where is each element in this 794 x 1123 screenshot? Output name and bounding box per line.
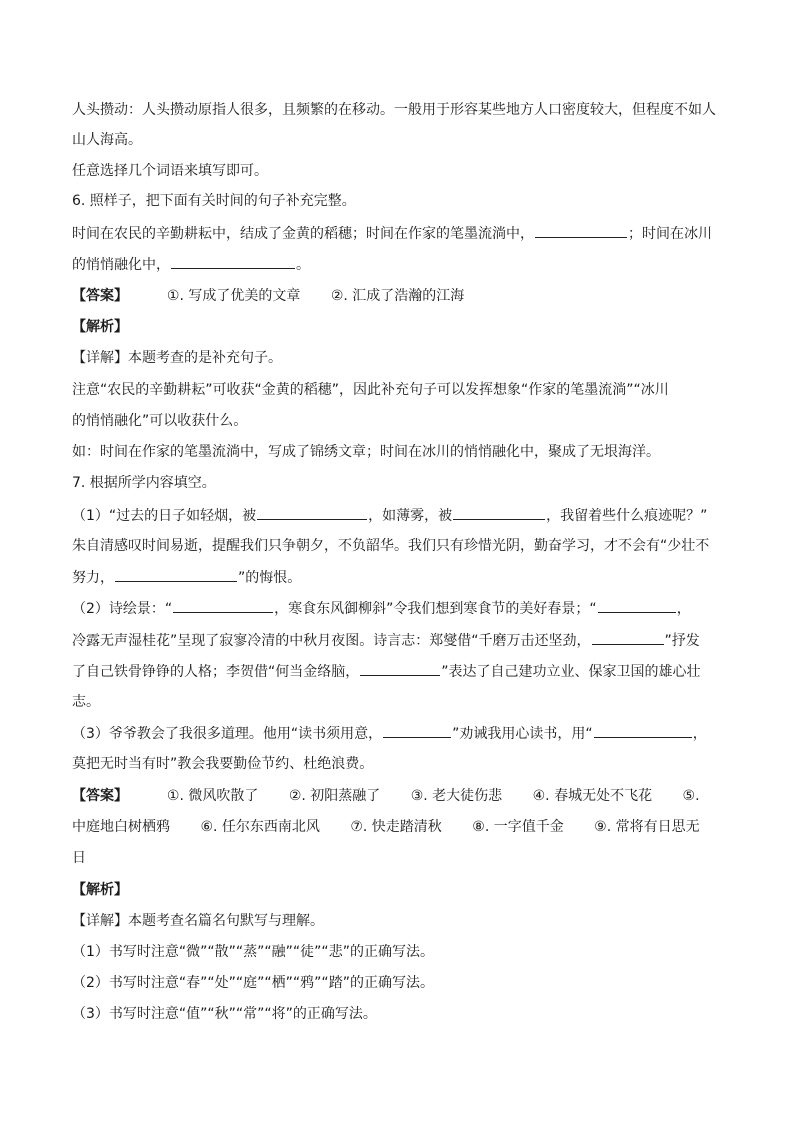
analysis-tag: 【解析】 [72,882,128,898]
text-span: 山人海高。 [72,132,142,148]
text-span: 时间在农民的辛勤耕耘中，结成了金黄的稻穗；时间在作家的笔墨流淌中， [72,226,534,242]
text-span: ”劝诫我用心读书，用“ [452,726,593,742]
text-span: 志。 [72,694,100,710]
text-span: ， [676,601,691,617]
text-span: 6. 照样子，把下面有关时间的句子补充完整。 [72,193,356,209]
paragraph-line [72,536,709,556]
text-span: 人头攒动：人头攒动原指人很多，且频繁的在移动。一般用于形容某些地方人口密度较大，但程度不如人 [72,102,716,118]
question-7-line [72,567,301,587]
question-7-line [72,661,701,681]
fill-blank[interactable] [592,630,664,645]
paragraph-line [72,1004,377,1024]
text-span: ”的悔恨。 [238,570,302,586]
fill-blank[interactable] [598,598,676,613]
text-span: ；时间在冰川 [628,226,712,242]
text-span: 【详解】本题考查的是补充句子。 [72,350,282,366]
fill-blank[interactable] [115,567,237,582]
text-span: （2）书写时注意“春”“处”“庭”“栖”“鸦”“踏”的正确写法。 [72,975,434,991]
answer-item: ①. 微风吹散了 [166,788,259,804]
answer-item: ④. 春城无处不飞花 [532,788,653,804]
paragraph-line [72,380,669,400]
answer-item: 日 [72,850,86,866]
answer-item: ⑤. [682,788,700,804]
question-7-line [72,598,691,618]
text-span: 莫把无时当有时”教会我要勤俭节约、杜绝浪费。 [72,756,374,772]
text-span: ，我留着些什么痕迹呢？” [546,508,708,524]
text-span: （1）“过去的日子如轻烟，被 [72,508,257,524]
paragraph-line [72,973,434,993]
answer-item: ⑥. 任尔东西南北风 [200,819,320,835]
question-7-answer-row [72,817,700,837]
text-span: 了自己铁骨铮铮的人格；李贺借“何当金络脑， [72,664,360,680]
paragraph-line [72,348,282,368]
text-span: ，如薄雾，被 [368,508,453,524]
fill-blank[interactable] [171,254,295,269]
question-7-line [72,723,707,743]
text-span: （3）爷爷教会了我很多道理。他用“读书须用意， [72,726,383,742]
text-span: ，寒食东风御柳斜”令我们想到寒食节的美好春景；“ [274,601,597,617]
fill-blank[interactable] [594,723,692,738]
analysis-heading [72,880,128,900]
paragraph-line [72,942,434,962]
text-span: ”抒发 [664,633,700,649]
answer-item: ②. 初阳蒸融了 [288,788,381,804]
fill-blank[interactable] [535,223,627,238]
paragraph-line [72,161,268,181]
paragraph-line [72,100,716,120]
question-6-title [72,191,356,211]
answer-tag: 【答案】 [72,788,128,804]
answer-item: ③. 老大徒伤悲 [410,788,503,804]
text-span: 任意选择几个词语来填写即可。 [72,163,268,179]
question-6-line-1 [72,223,712,243]
answer-item: ⑨. 常将有日思无 [594,819,700,835]
analysis-heading [72,317,128,337]
text-span: 的悄悄融化”可以收获什么。 [72,413,248,429]
question-7-answer-row [72,848,86,868]
fill-blank[interactable] [383,723,451,738]
paragraph-line [72,692,100,712]
question-7-title [72,473,216,493]
text-span: 努力， [72,570,114,586]
paragraph-line [72,411,247,431]
paragraph-line [72,911,324,931]
text-span: 。 [296,257,310,273]
text-span: （3）书写时注意“值”“秋”“常”“将”的正确写法。 [72,1006,377,1022]
answer-item: ⑧. 一字值千金 [472,819,564,835]
fill-blank[interactable] [360,661,440,676]
text-span: 7. 根据所学内容填空。 [72,475,216,491]
text-span: （2）诗绘景：“ [72,601,173,617]
fill-blank[interactable] [257,505,367,520]
paragraph-line [72,130,142,150]
text-span: 的悄悄融化中， [72,257,170,273]
answer-item: 中庭地白树栖鸦 [72,819,170,835]
answer-tag: 【答案】 [72,288,128,304]
question-7-line [72,505,707,525]
answer-item: ⑦. 快走踏清秋 [350,819,442,835]
question-6-line-2 [72,254,310,274]
text-span: 冷露无声湿桂花”呈现了寂寥冷清的中秋月夜图。诗言志：郑燮借“千磨万击还坚劲， [72,633,591,649]
question-6-answer [72,286,464,306]
question-7-line [72,630,700,650]
question-7-answer-row [72,786,700,806]
text-span: 【详解】本题考查名篇名句默写与理解。 [72,913,324,929]
text-span: ”表达了自己建功立业、保家卫国的雄心壮 [441,664,701,680]
answer-item: ①. 写成了优美的文章 [166,288,301,304]
paragraph-line [72,754,373,774]
text-span: 注意“农民的辛勤耕耘”可收获“金黄的稻穗”，因此补充句子可以发挥想象“作家的笔墨流淌”“冰川 [72,382,669,398]
fill-blank[interactable] [173,598,273,613]
text-span: ， [692,726,707,742]
fill-blank[interactable] [453,505,545,520]
answer-item: ②. 汇成了浩瀚的江海 [330,288,465,304]
text-span: （1）书写时注意“微”“散”“蒸”“融”“徒”“悲”的正确写法。 [72,944,434,960]
analysis-tag: 【解析】 [72,319,128,335]
text-span: 如：时间在作家的笔墨流淌中，写成了锦绣文章；时间在冰川的悄悄融化中，聚成了无垠海洋。 [72,444,660,460]
text-span: 朱自清感叹时间易逝，提醒我们只争朝夕，不负韶华。我们只有珍惜光阴，勤奋学习，才不会有“少壮不 [72,538,710,554]
paragraph-line [72,442,660,462]
